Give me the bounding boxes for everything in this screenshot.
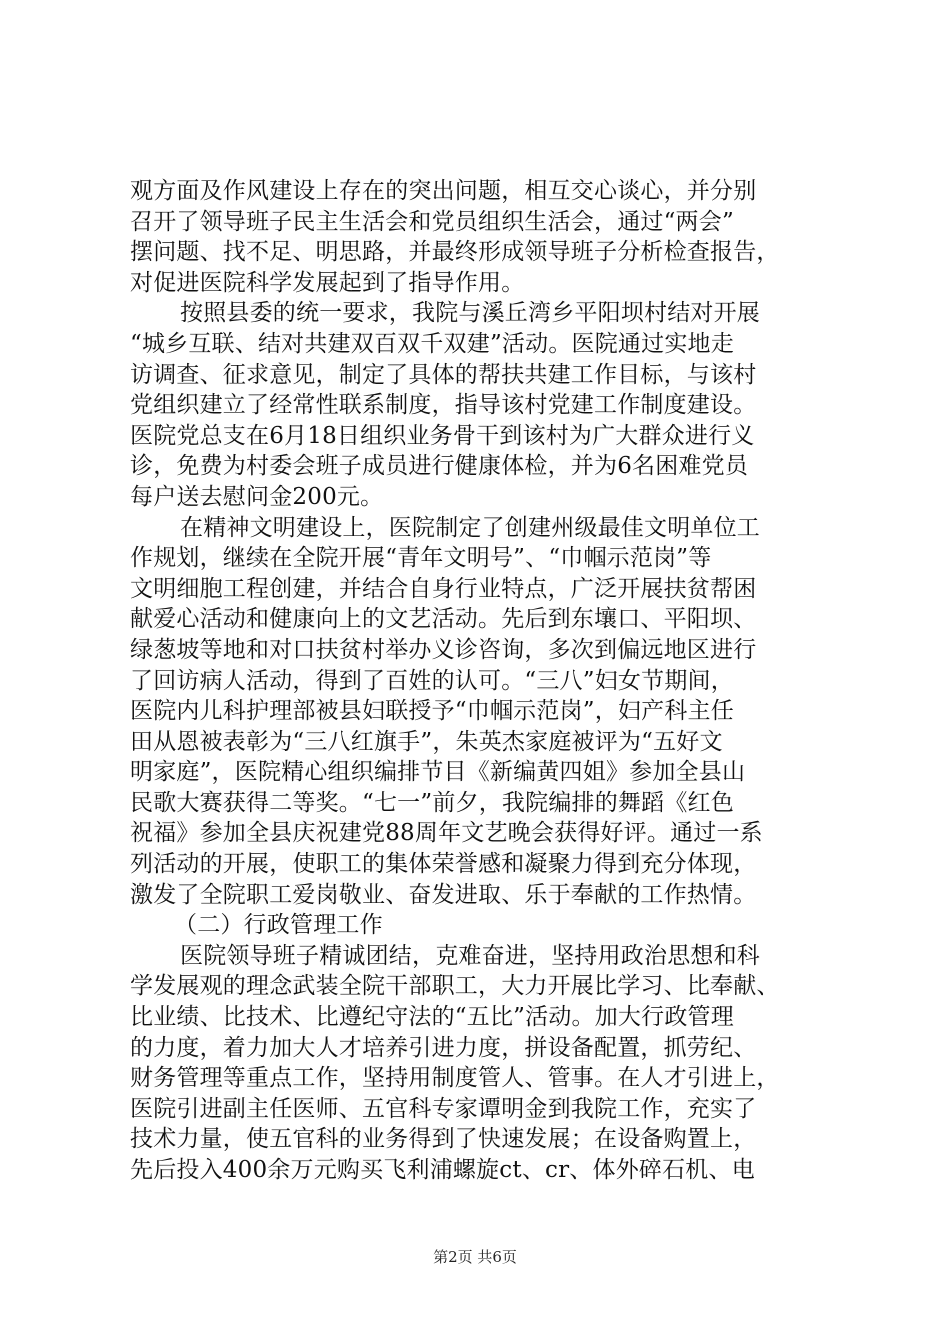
page-number-footer: 第2页 共6页	[433, 1248, 517, 1266]
text-line: 了回访病人活动，得到了百姓的认可。“三八”妇女节期间，	[130, 667, 734, 694]
text-line: 医院引进副主任医师、五官科专家谭明金到我院工作，充实了	[130, 1095, 757, 1122]
text-line: 每户送去慰问金200元。	[130, 483, 384, 510]
paragraph-first-line: 医院领导班子精诚团结，克难奋进，坚持用政治思想和科	[180, 942, 760, 969]
text-line: 学发展观的理念武装全院干部职工，大力开展比学习、比奉献、	[130, 973, 780, 1000]
text-line: 对促进医院科学发展起到了指导作用。	[130, 269, 525, 296]
section-heading: （二）行政管理工作	[174, 912, 383, 939]
text-line: 明家庭”，医院精心组织编排节目《新编黄四姐》参加全县山	[130, 759, 746, 786]
text-line: 民歌大赛获得二等奖。“七一”前夕，我院编排的舞蹈《红色	[130, 789, 734, 816]
text-line: 作规划，继续在全院开展“青年文明号”、“巾帼示范岗”等	[130, 545, 712, 572]
text-line: 比业绩、比技术、比遵纪守法的“五比”活动。加大行政管理	[130, 1004, 734, 1031]
paragraph-first-line: 按照县委的统一要求，我院与溪丘湾乡平阳坝村结对开展	[180, 300, 760, 327]
text-line: 访调查、征求意见，制定了具体的帮扶共建工作目标，与该村	[130, 361, 757, 388]
text-line: 文明细胞工程创建，并结合自身行业特点，广泛开展扶贫帮困	[130, 575, 757, 602]
text-line: 召开了领导班子民主生活会和党员组织生活会，通过“两会”	[130, 208, 734, 235]
text-line: 诊，免费为村委会班子成员进行健康体检，并为6名困难党员	[130, 453, 749, 480]
text-line: 献爱心活动和健康向上的文艺活动。先后到东壤口、平阳坝、	[130, 606, 757, 633]
text-line: 技术力量，使五官科的业务得到了快速发展；在设备购置上，	[130, 1126, 757, 1153]
paragraph-first-line: 在精神文明建设上，医院制定了创建州级最佳文明单位工	[180, 514, 760, 541]
text-line: 观方面及作风建设上存在的突出问题，相互交心谈心，并分别	[130, 178, 757, 204]
text-line: 先后投入400余万元购买飞利浦螺旋ct、cr、体外碎石机、电	[130, 1157, 755, 1183]
text-line: “城乡互联、结对共建双百双千双建”活动。医院通过实地走	[130, 330, 734, 357]
text-line: 医院内儿科护理部被县妇联授予“巾帼示范岗”，妇产科主任	[130, 698, 734, 725]
text-line: 田从恩被表彰为“三八红旗手”，朱英杰家庭被评为“五好文	[130, 728, 723, 755]
text-line: 摆问题、找不足、明思路，并最终形成领导班子分析检查报告，	[130, 239, 780, 266]
text-line: 的力度，着力加大人才培养引进力度，拼设备配置，抓劳纪、	[130, 1034, 757, 1061]
text-line: 党组织建立了经常性联系制度，指导该村党建工作制度建设。	[130, 392, 757, 419]
text-line: 激发了全院职工爱岗敬业、奋发进取、乐于奉献的工作热情。	[130, 881, 757, 908]
text-line: 财务管理等重点工作，坚持用制度管人、管事。在人才引进上，	[130, 1065, 780, 1092]
text-line: 绿葱坡等地和对口扶贫村举办义诊咨询，多次到偏远地区进行	[130, 636, 757, 663]
text-line: 祝福》参加全县庆祝建党88周年文艺晚会获得好评。通过一系	[130, 820, 763, 847]
text-line: 列活动的开展，使职工的集体荣誉感和凝聚力得到充分体现，	[130, 851, 757, 878]
body-text	[130, 176, 830, 1186]
text-line: 医院党总支在6月18日组织业务骨干到该村为广大群众进行义	[130, 422, 755, 449]
